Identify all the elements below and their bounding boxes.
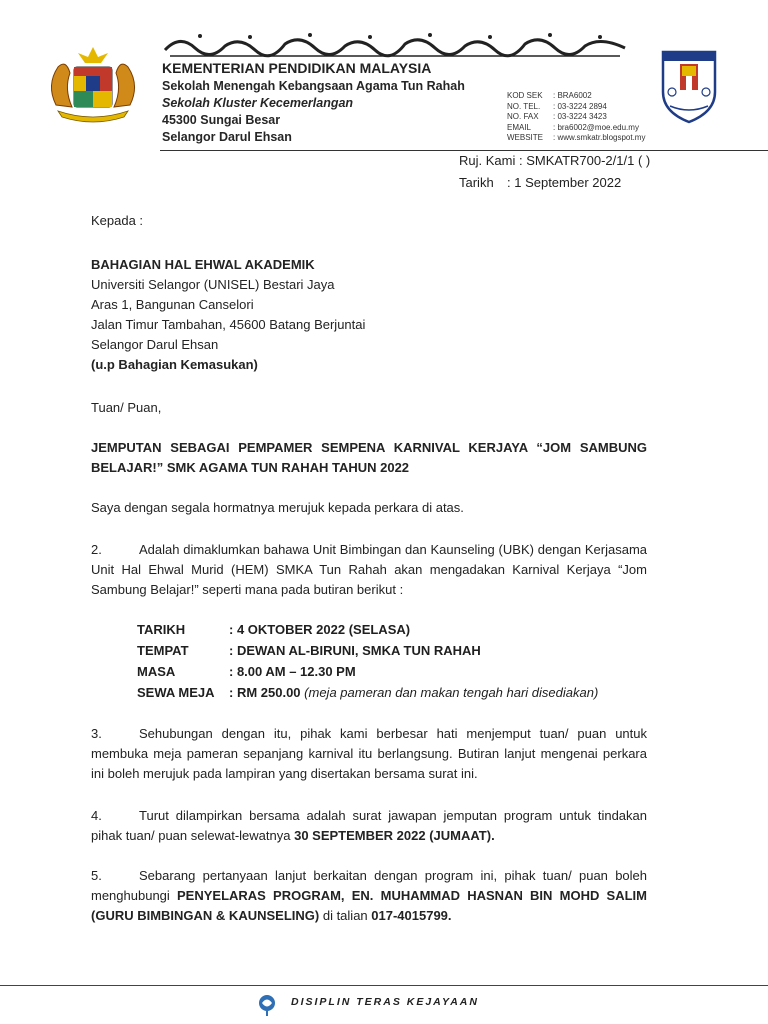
contact-row xyxy=(507,123,645,134)
date-value: : 1 September 2022 xyxy=(507,175,622,190)
contact-row xyxy=(507,102,645,113)
letter-date xyxy=(459,175,621,190)
school-state: Selangor Darul Ehsan xyxy=(162,130,292,144)
contact-value: : www.smkatr.blogspot.my xyxy=(553,133,646,142)
detail-value: : 4 OKTOBER 2022 (SELASA) xyxy=(229,622,411,637)
reference-number xyxy=(459,153,650,168)
detail-row xyxy=(137,640,598,661)
contact-details xyxy=(507,91,645,144)
ref-value: SMKATR700-2/1/1 ( ) xyxy=(526,153,651,168)
school-logo-motto: DISIPLIN TERAS KEJAYAAN xyxy=(662,43,716,48)
paragraph-number: 3. xyxy=(91,726,102,741)
contact-row xyxy=(507,112,645,123)
date-label: Tarikh xyxy=(459,175,494,190)
paragraph-text: di talian xyxy=(322,908,368,923)
school-name: Sekolah Menengah Kebangsaan Agama Tun Rahah xyxy=(162,79,465,93)
recipient-address-line: Universiti Selangor (UNISEL) Bestari Jaya xyxy=(91,277,335,292)
detail-value: : 8.00 AM – 12.30 PM xyxy=(229,664,356,679)
detail-row xyxy=(137,661,598,682)
coat-of-arms-logo xyxy=(38,45,148,125)
paragraph-number: 4. xyxy=(91,808,102,823)
recipient-address-line: Selangor Darul Ehsan xyxy=(91,337,219,352)
detail-label: TEMPAT xyxy=(137,643,189,658)
school-cluster: Sekolah Kluster Kecemerlangan xyxy=(162,96,354,110)
detail-label: MASA xyxy=(137,664,176,679)
footer-motto: DISIPLIN TERAS KEJAYAAN xyxy=(291,996,479,1008)
recipient-heading: Kepada : xyxy=(91,213,144,228)
footer-divider xyxy=(0,985,768,986)
contact-label: KOD SEK xyxy=(507,91,543,100)
reply-deadline: 30 SEPTEMBER 2022 (JUMAAT). xyxy=(294,828,495,843)
paragraph-text: Sebarang pertanyaan lanjut berkaitan dengan program ini, pihak tuan/ puan boleh menghubungi xyxy=(91,868,647,903)
recipient-department: BAHAGIAN HAL EHWAL AKADEMIK xyxy=(91,257,315,272)
header-divider xyxy=(160,150,768,151)
contact-label: NO. FAX xyxy=(507,112,539,121)
paragraph-text: Adalah dimaklumkan bahawa Unit Bimbingan dan Kaunseling (UBK) dengan Kerjasama Unit Hal Ehwal Murid (HEM) SMKA Tun Rahah akan mengadakan Karnival Kerjaya “Jom Sambung Belajar!” seperti mana pada butiran berikut : xyxy=(91,542,647,597)
detail-row xyxy=(137,619,598,640)
event-details xyxy=(137,619,598,703)
salutation: Tuan/ Puan, xyxy=(91,400,162,415)
recipient-address-line: Jalan Timur Tambahan, 45600 Batang Berjuntai xyxy=(91,317,366,332)
school-postcode-city: 45300 Sungai Besar xyxy=(162,113,281,127)
contact-row xyxy=(507,91,645,102)
paragraph-number: 2. xyxy=(91,542,102,557)
detail-label: SEWA MEJA xyxy=(137,685,215,700)
detail-value: : RM 250.00 xyxy=(229,685,301,700)
detail-row xyxy=(137,682,598,703)
paragraph-4 xyxy=(91,806,647,846)
contact-value: : bra6002@moe.edu.my xyxy=(553,122,639,132)
paragraph-number: 5. xyxy=(91,868,102,883)
program-coordinator: PENYELARAS PROGRAM, EN. MUHAMMAD HASNAN BIN MOHD SALIM (GURU BIMBINGAN & KAUNSELING) xyxy=(91,888,647,923)
footer-emblem-icon xyxy=(256,993,278,1017)
intro-paragraph: Saya dengan segala hormatnya merujuk kepada perkara di atas. xyxy=(91,500,464,515)
contact-value: : 03-3224 2894 xyxy=(553,101,607,111)
detail-value: : DEWAN AL-BIRUNI, SMKA TUN RAHAH xyxy=(229,643,481,658)
ref-label: Ruj. Kami : xyxy=(459,153,523,168)
recipient-attention: (u.p Bahagian Kemasukan) xyxy=(91,357,258,372)
paragraph-text: Sehubungan dengan itu, pihak kami berbesar hati menjemput tuan/ puan untuk membuka meja pameran sepanjang karnival itu berlangsung. Butiran lanjut mengenai perkara ini boleh merujuk pada lampiran yang disertakan bersama surat ini. xyxy=(91,726,647,781)
coordinator-phone: 017-4015799. xyxy=(371,908,452,923)
paragraph-text: Turut dilampirkan bersama adalah surat jawapan jemputan program untuk tindakan pihak tuan/ puan selewat-lewatnya xyxy=(91,808,647,843)
paragraph-3 xyxy=(91,724,647,784)
contact-value: : BRA6002 xyxy=(553,91,592,100)
detail-label: TARIKH xyxy=(137,622,186,637)
contact-row xyxy=(507,133,645,144)
jawi-calligraphy-banner xyxy=(160,30,630,60)
contact-label: WEBSITE xyxy=(507,133,544,142)
detail-note: (meja pameran dan makan tengah hari disediakan) xyxy=(304,685,599,700)
letter-subject: JEMPUTAN SEBAGAI PEMPAMER SEMPENA KARNIVAL KERJAYA “JOM SAMBUNG BELAJAR!” SMK AGAMA TUN RAHAH TAHUN 2022 xyxy=(91,440,647,475)
paragraph-5 xyxy=(91,866,647,926)
contact-value: : 03-3224 3423 xyxy=(553,112,607,121)
recipient-address-line: Aras 1, Bangunan Canselori xyxy=(91,297,254,312)
contact-label: NO. TEL. xyxy=(507,101,541,111)
school-shield-logo xyxy=(660,40,718,124)
ministry-name: KEMENTERIAN PENDIDIKAN MALAYSIA xyxy=(162,60,432,76)
paragraph-2 xyxy=(91,540,647,600)
contact-label: EMAIL xyxy=(507,122,532,132)
